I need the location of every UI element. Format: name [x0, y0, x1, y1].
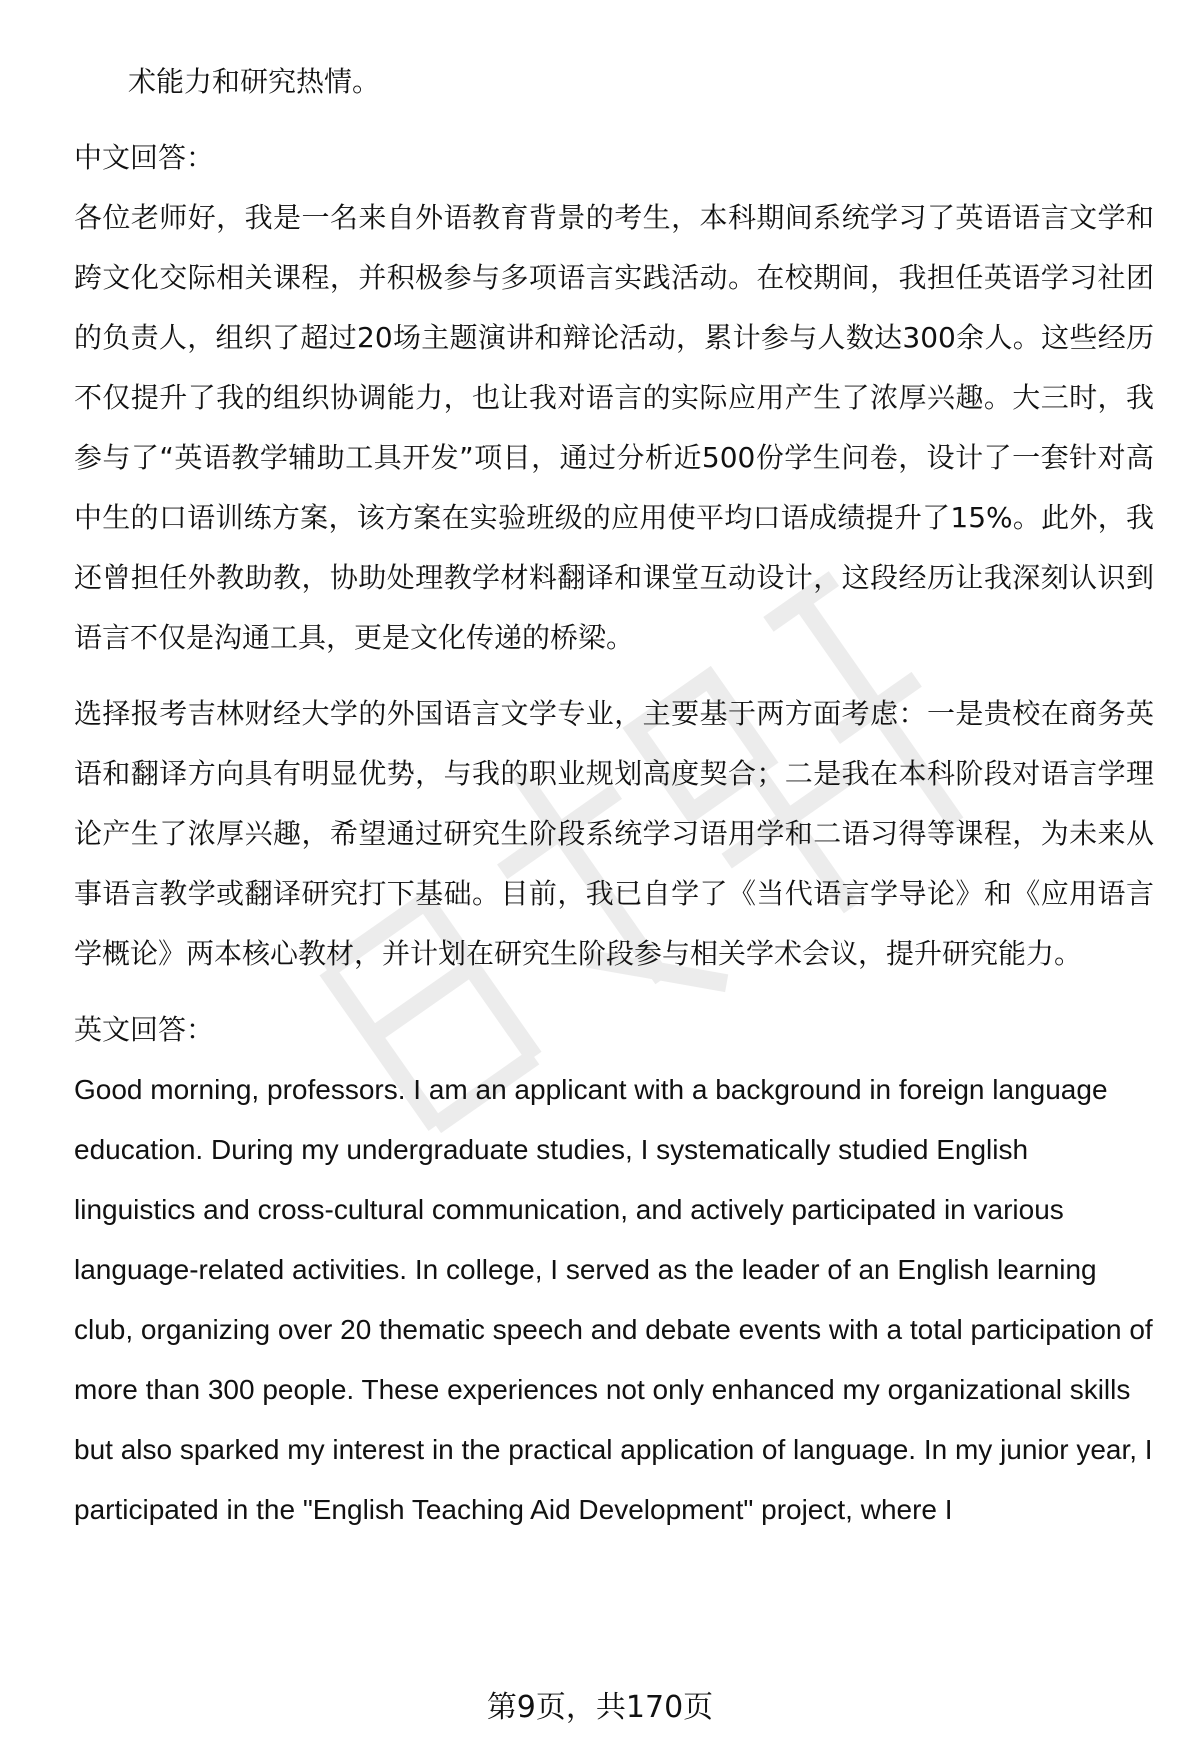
english-answer-paragraph: Good morning, professors. I am an applicant with a background in foreign language education. During my undergraduate studies, I systematically studied English linguistics and cross-cultural communication, and actively participated in various language-related activities. In college, I served as the leader of an English learning club, organizing over 20 thematic speech and debate events with a total participation of more than 300 people. These experiences not only enhanced my organizational skills but also sparked my interest in the practical application of language. In my junior year, I participated in the "English Teaching Aid Development" project, where I	[74, 1074, 1153, 1525]
intro-tail-text: 术能力和研究热情。	[128, 65, 381, 98]
chinese-answer-paragraph-1: 各位老师好，我是一名来自外语教育背景的考生，本科期间系统学习了英语语言文学和跨文化交际相关课程，并积极参与多项语言实践活动。在校期间，我担任英语学习社团的负责人，组织了超过20场主题演讲和辩论活动，累计参与人数达300余人。这些经历不仅提升了我的组织协调能力，也让我对语言的实际应用产生了浓厚兴趣。大三时，我参与了“英语教学辅助工具开发”项目，通过分析近500份学生问卷，设计了一套针对高中生的口语训练方案，该方案在实验班级的应用使平均口语成绩提升了15%。此外，我还曾担任外教助教，协助处理教学材料翻译和课堂互动设计，这段经历让我深刻认识到语言不仅是沟通工具，更是文化传递的桥梁。	[74, 201, 1154, 654]
document-content	[74, 52, 1154, 1540]
english-answer-label: 英文回答：	[74, 1013, 215, 1046]
chinese-answer-paragraph-2: 选择报考吉林财经大学的外国语言文学专业，主要基于两方面考虑：一是贵校在商务英语和翻译方向具有明显优势，与我的职业规划高度契合；二是我在本科阶段对语言学理论产生了浓厚兴趣，希望通过研究生阶段系统学习语用学和二语习得等课程，为未来从事语言教学或翻译研究打下基础。目前，我已自学了《当代语言学导论》和《应用语言学概论》两本核心教材，并计划在研究生阶段参与相关学术会议，提升研究能力。	[74, 697, 1154, 970]
chinese-answer-label: 中文回答：	[74, 141, 215, 174]
page-footer: 第9页，共170页	[486, 1690, 714, 1725]
